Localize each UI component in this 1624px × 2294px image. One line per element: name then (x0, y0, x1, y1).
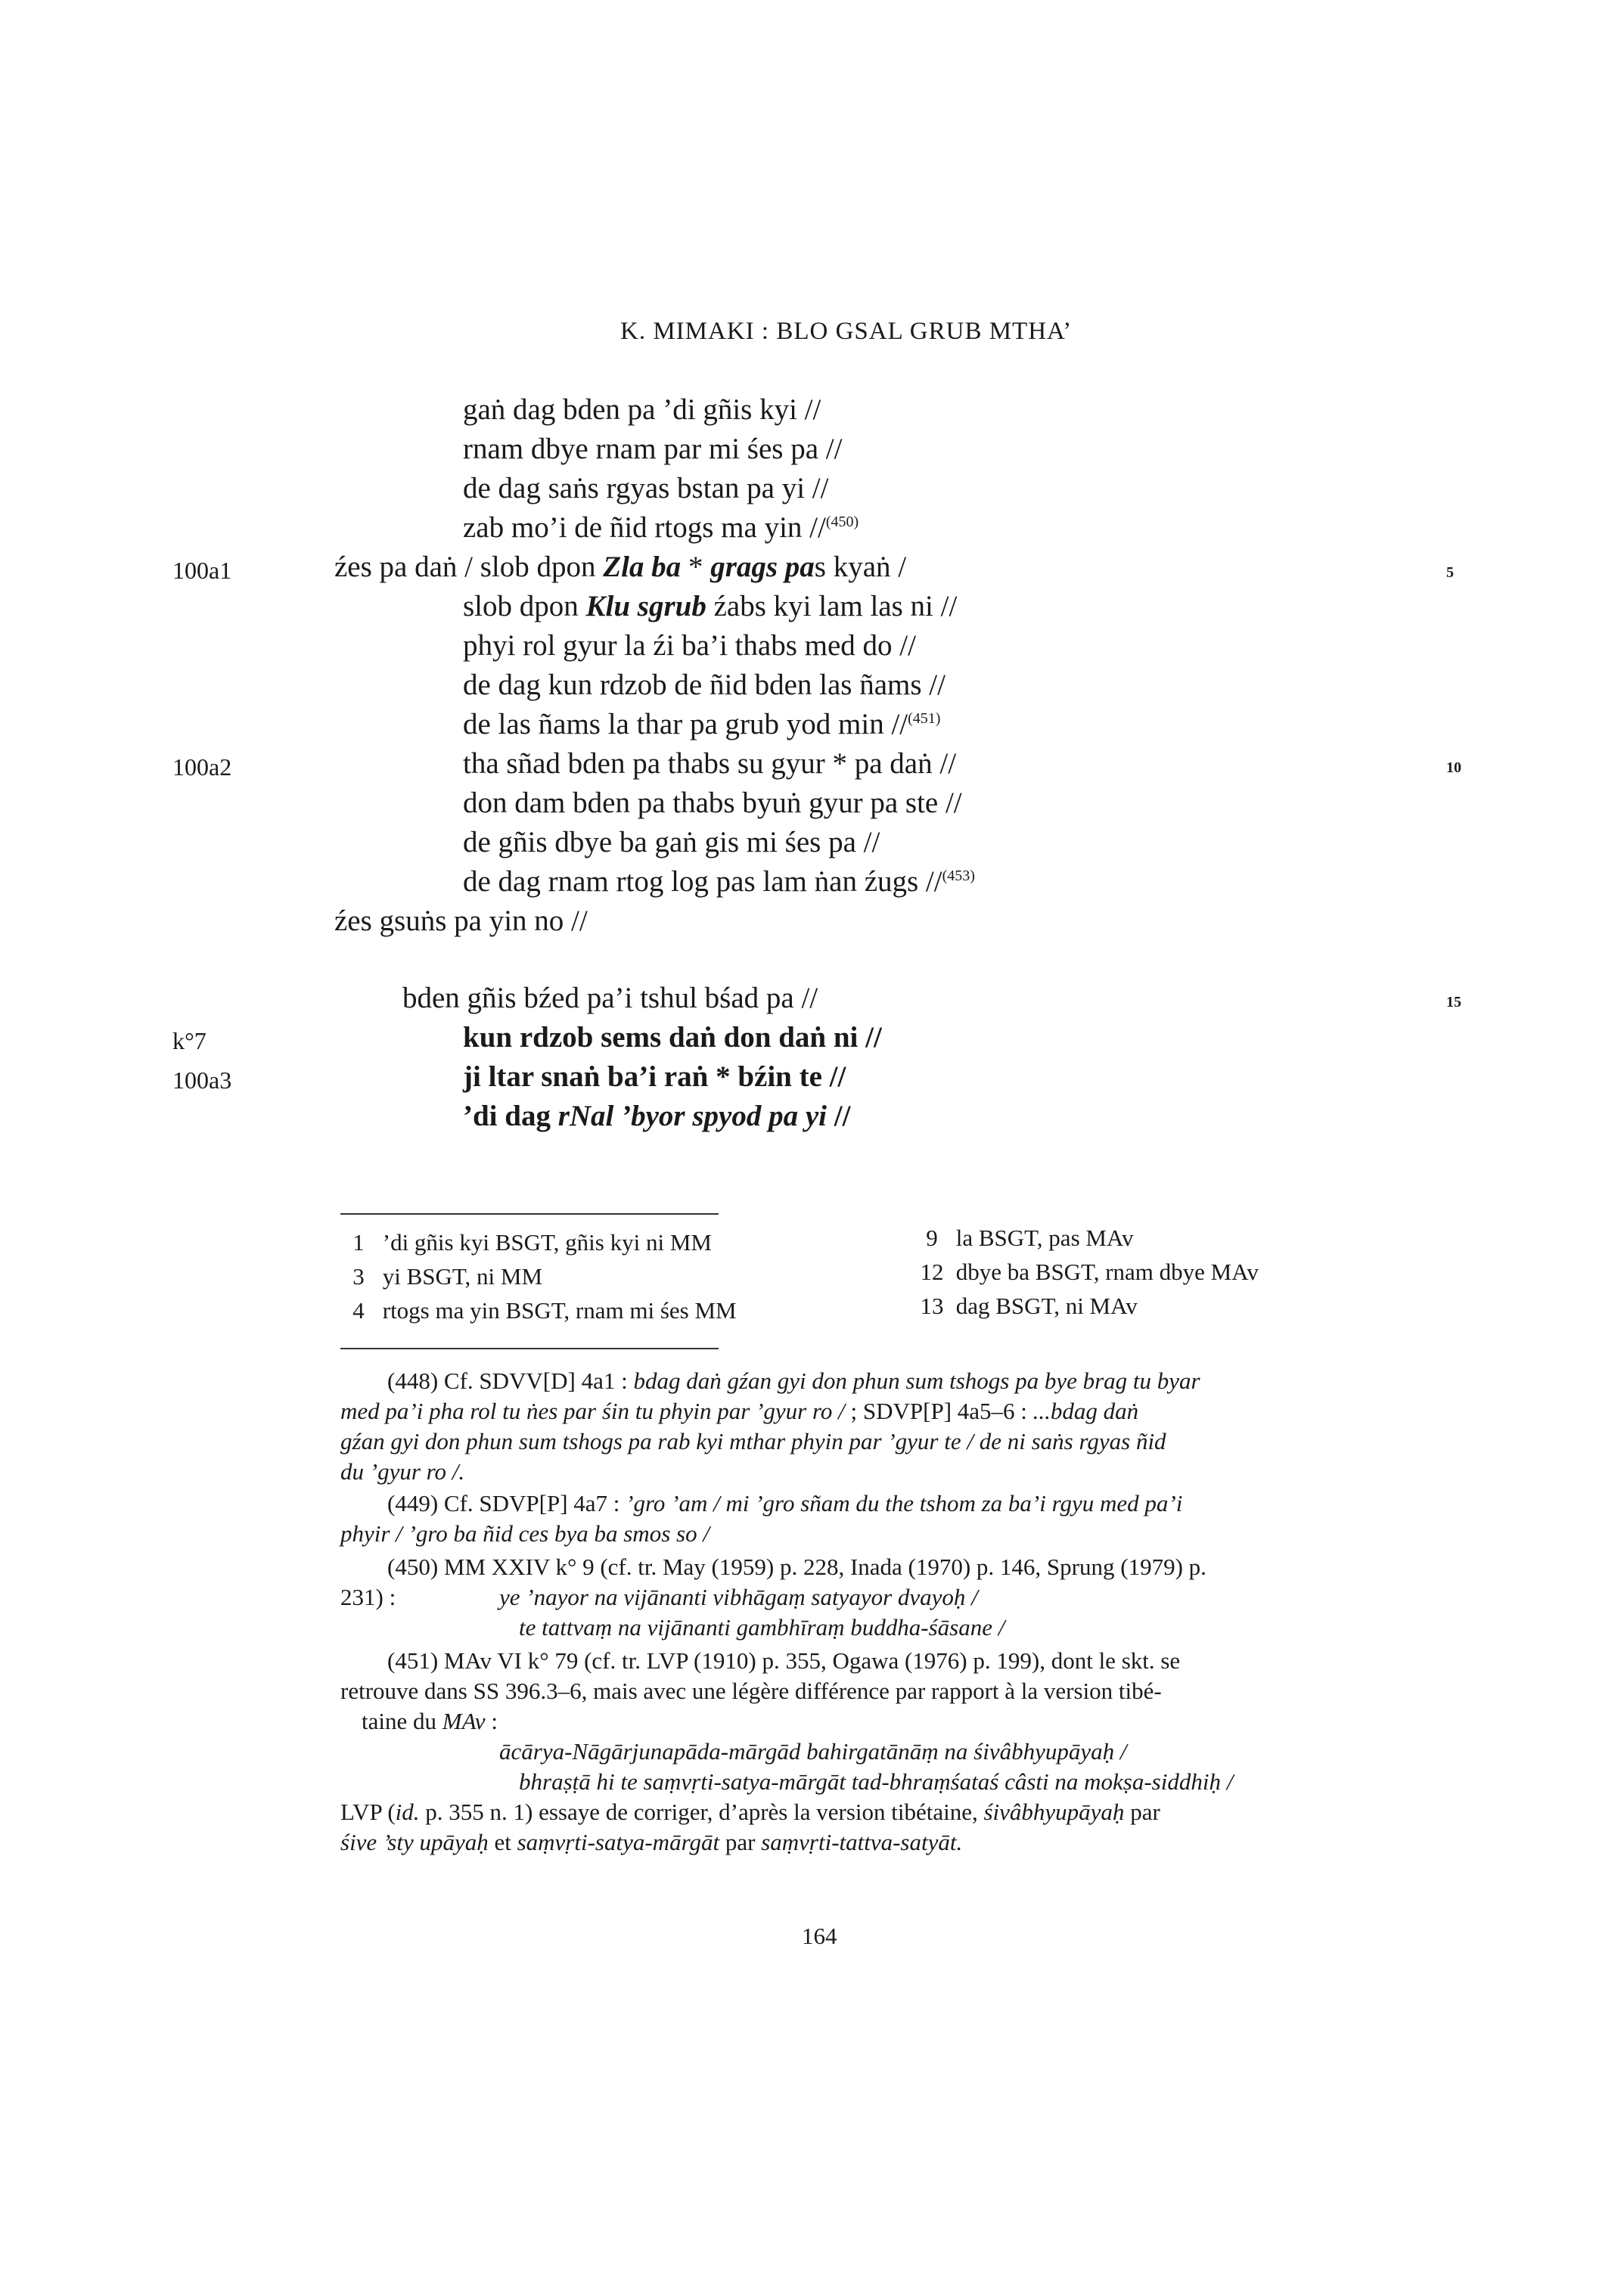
verse-line-8: de dag kun rdzob de ñid bden las ñams // (463, 669, 946, 701)
footnote-ref: (453) (942, 868, 975, 884)
variants-right (914, 1221, 1259, 1323)
apparatus-rule (340, 1213, 719, 1215)
verse-intro: bden gñis bźed pa’i tshul bśad pa // (402, 982, 818, 1014)
verse-line-1: gaṅ dag bden pa ’di gñis kyi // (463, 393, 821, 426)
folio-marker: 100a2 (172, 753, 232, 781)
verse-line-6: slob dpon Klu sgrub źabs kyi lam las ni // (463, 590, 958, 622)
closing-line: źes gsuṅs pa yin no // (334, 905, 588, 937)
footnote-451-line-6: LVP (id. p. 355 n. 1) essaye de corriger, d’après la version tibétaine, śivâbhyupāyaḥ par (340, 1799, 1160, 1825)
verse-line-12: de gñis dbye ba gaṅ gis mi śes pa // (463, 826, 880, 858)
variant-row: 13 dag BSGT, ni MAv (920, 1293, 1138, 1319)
footnote-450-line-2a: 231) : (340, 1584, 396, 1610)
line-number: 10 (1446, 759, 1461, 776)
line-number: 15 (1446, 994, 1461, 1010)
footnote-448-line-4: du ’gyur ro /. (340, 1458, 465, 1485)
footnote-ref: (450) (825, 514, 859, 530)
footnote-451-line-4: ācārya-Nāgārjunapāda-mārgād bahirgatānāṃ na śivâbhyupāyaḥ / (499, 1738, 1127, 1765)
footnote-449-line-2: phyir / ’gro ba ñid ces bya ba smos so / (340, 1520, 710, 1547)
karika-marker: k°7 (172, 1027, 206, 1054)
verse-line-13: de dag rnam rtog log pas lam ṅan źugs //$^{(453)}$ (463, 865, 975, 898)
verse-line-2: rnam dbye rnam par mi śes pa // (463, 433, 843, 465)
verse-line-7: phyi rol gyur la źi ba’i thabs med do // (463, 629, 916, 662)
verse-line-5: źes pa daṅ / slob dpon Zla ba * grags pas kyaṅ / (334, 551, 907, 583)
footnote-448-line-3: gźan gyi don phun sum tshogs pa rab kyi mthar phyin par ’gyur te / de ni saṅs rgyas ñid (340, 1428, 1166, 1454)
karika-line-2: ji ltar snaṅ ba’i raṅ * bźin te // (463, 1060, 846, 1093)
footnote-449-line-1: (449) Cf. SDVP[P] 4a7 : ’gro ’am / mi ’gro sñam du the tshom za ba’i rgyu med pa’i (387, 1490, 1183, 1516)
variants-left (340, 1225, 737, 1327)
footnote-451-line-7: śive ’sty upāyaḥ et saṃvṛti-satya-mārgāt par saṃvṛti-tattva-satyāt. (340, 1829, 963, 1855)
footnote-451-line-1: (451) MAv VI k° 79 (cf. tr. LVP (1910) p. 355, Ogawa (1976) p. 199), dont le skt. se (387, 1647, 1181, 1674)
variant-row: 3 yi BSGT, ni MM (352, 1263, 543, 1290)
footnote-450-line-3: te tattvaṃ na vijānanti gambhīraṃ buddha-śāsane / (519, 1614, 1005, 1641)
footnote-rule (340, 1348, 719, 1349)
verse-line-4: zab mo’i de ñid rtogs ma yin //$^{(450)}$ (463, 511, 859, 544)
variant-row: 9 la BSGT, pas MAv (926, 1225, 1134, 1251)
variant-row: 12 dbye ba BSGT, rnam dbye MAv (920, 1259, 1259, 1285)
karika-line-1: kun rdzob sems daṅ don daṅ ni // (463, 1021, 882, 1054)
variant-row: 4 rtogs ma yin BSGT, rnam mi śes MM (352, 1297, 737, 1324)
footnote-451-line-5: bhraṣṭā hi te saṃvṛti-satya-mārgāt tad-bhraṃśataś câsti na mokṣa-siddhiḥ / (519, 1768, 1234, 1795)
footnote-448-line-1: (448) Cf. SDVV[D] 4a1 : bdag daṅ gźan gyi don phun sum tshogs pa bye brag tu byar (387, 1367, 1200, 1394)
footnote-451-line-2: retrouve dans SS 396.3–6, mais avec une légère différence par rapport à la version tibé- (340, 1678, 1162, 1704)
running-header: K. MIMAKI : BLO GSAL GRUB MTHA’ (620, 318, 1073, 345)
page-number: 164 (802, 1923, 837, 1949)
footnote-448-line-2: med pa’i pha rol tu ṅes par śin tu phyin par ’gyur ro / ; SDVP[P] 4a5–6 : ...bdag daṅ (340, 1398, 1139, 1424)
folio-marker: 100a1 (172, 557, 232, 584)
footnote-450-line-2b: ye ’nayor na vijānanti vibhāgaṃ satyayor dvayoḥ / (499, 1584, 978, 1610)
verse-line-9: de las ñams la thar pa grub yod min //$^{(451)}$ (463, 708, 941, 740)
variant-row: 1 ’di gñis kyi BSGT, gñis kyi ni MM (352, 1229, 712, 1256)
verse-line-10: tha sñad bden pa thabs su gyur * pa daṅ // (463, 747, 957, 780)
footnote-451-line-3: taine du MAv : (362, 1708, 498, 1734)
folio-marker: 100a3 (172, 1066, 232, 1094)
karika-line-3: ’di dag rNal ’byor spyod pa yi // (463, 1100, 851, 1132)
verse-line-3: de dag saṅs rgyas bstan pa yi // (463, 472, 829, 504)
footnote-450-line-1: (450) MM XXIV k° 9 (cf. tr. May (1959) p. 228, Inada (1970) p. 146, Sprung (1979) p. (387, 1554, 1206, 1580)
footnote-ref: (451) (908, 710, 941, 727)
verse-line-11: don dam bden pa thabs byuṅ gyur pa ste // (463, 787, 962, 819)
line-number: 5 (1446, 564, 1454, 581)
